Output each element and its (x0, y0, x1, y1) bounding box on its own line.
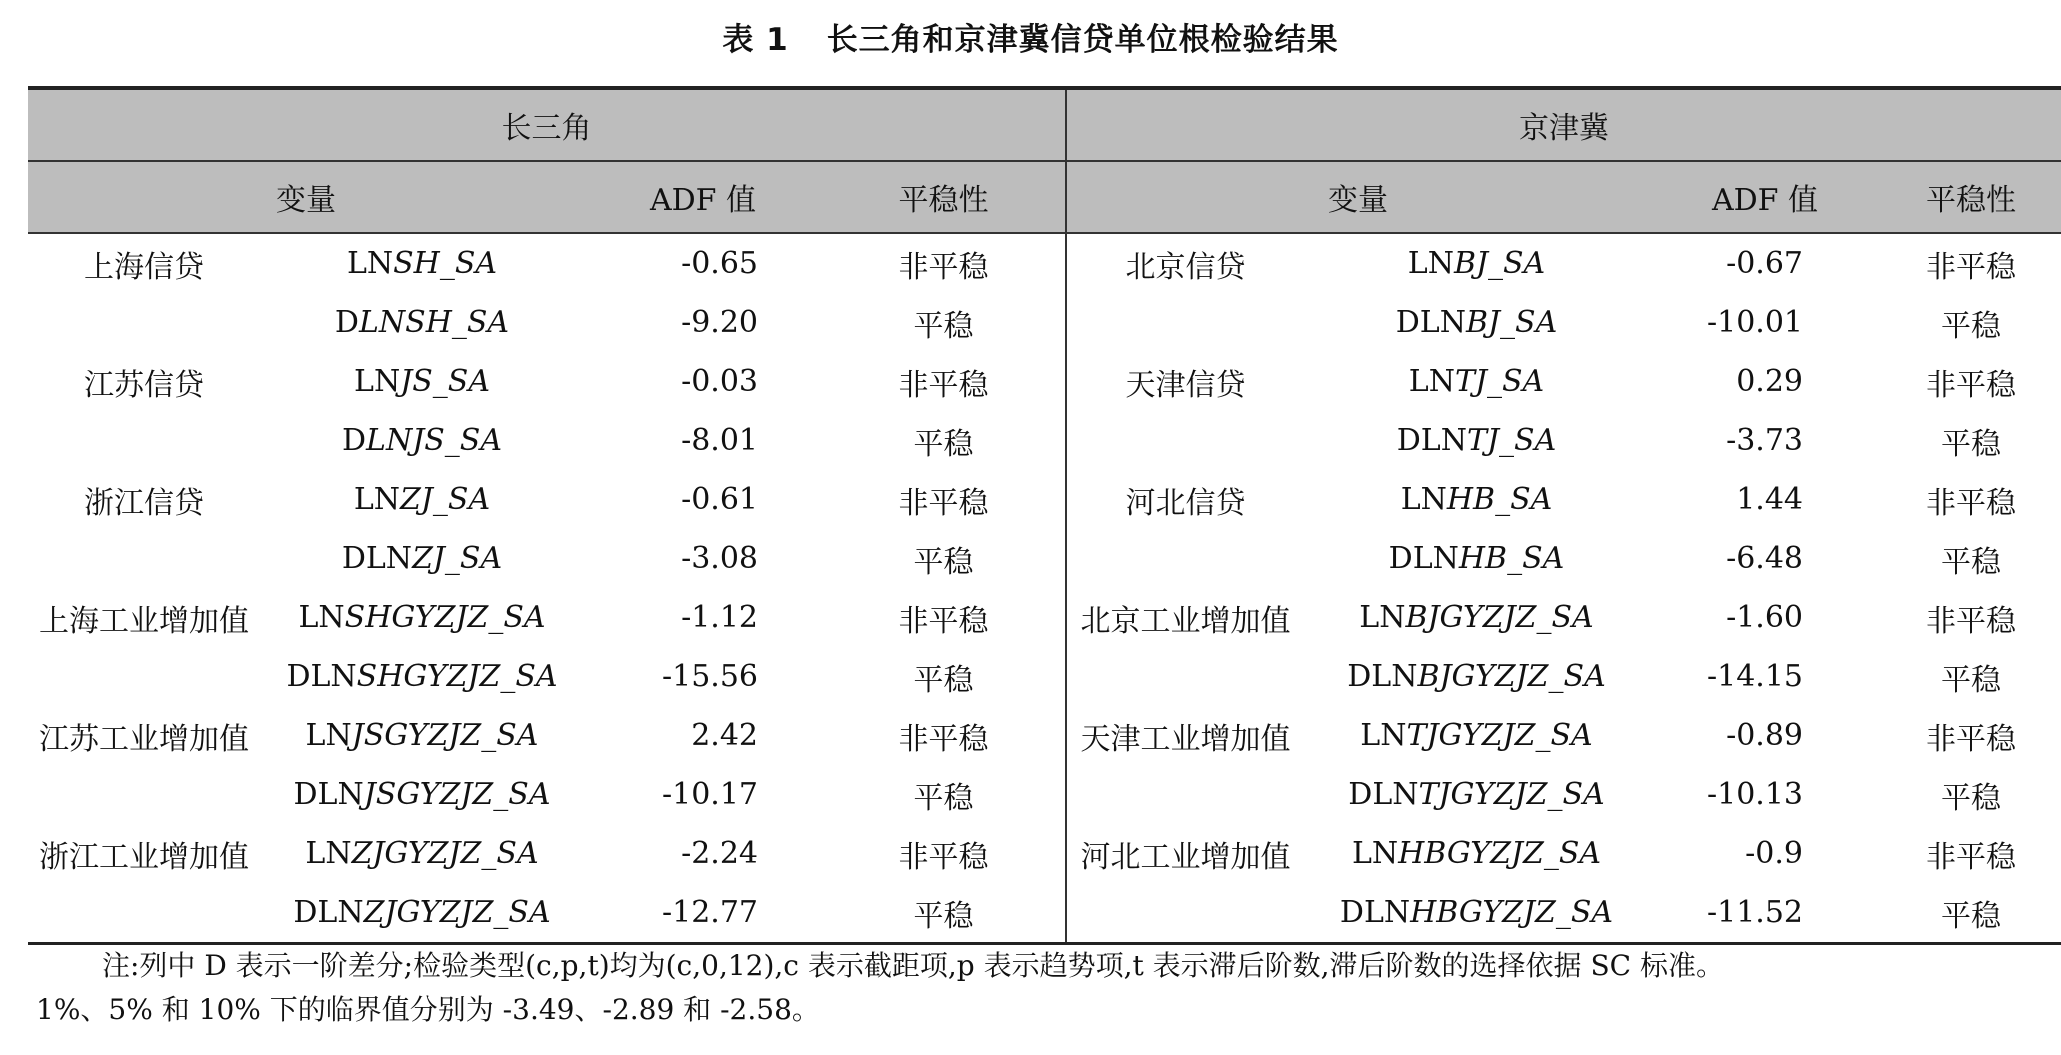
header-variable-left: 变量 (28, 161, 584, 233)
table-row (28, 411, 2061, 470)
variable-suffix: SHGYZJZ_SA (344, 600, 546, 635)
right-stationarity: 非平稳 (1926, 839, 2016, 875)
table-title (0, 14, 2061, 59)
left-stationarity: 非平稳 (822, 352, 1066, 411)
left-stationarity: 平稳 (822, 411, 1066, 470)
variable-prefix: DLN (1347, 659, 1418, 694)
right-adf-value: -11.52 (1649, 883, 1881, 944)
header-variable-right: 变量 (1066, 161, 1649, 233)
left-variable-code (260, 352, 584, 411)
right-variable-code (1304, 233, 1649, 293)
left-adf-value: -9.20 (681, 305, 758, 340)
variable-prefix: LN (354, 364, 401, 399)
left-series-name: 江苏工业增加值 (39, 721, 249, 757)
table-row (28, 293, 2061, 352)
left-adf-value: -15.56 (661, 659, 758, 694)
right-adf-value: 0.29 (1736, 364, 1803, 399)
variable-prefix: LN (353, 482, 401, 517)
variable-prefix: LN (1360, 718, 1407, 753)
right-stationarity: 平稳 (1941, 544, 2001, 580)
table-row (28, 647, 2061, 706)
variable-suffix: JS_SA (400, 364, 490, 399)
left-variable-code (260, 293, 584, 352)
variable-prefix: DLN (341, 541, 413, 576)
variable-prefix: DLN (1396, 423, 1467, 458)
left-variable-code (260, 588, 584, 647)
left-adf-value: -0.65 (681, 246, 758, 281)
left-stationarity: 平稳 (822, 293, 1066, 352)
left-stationarity: 非平稳 (822, 588, 1066, 647)
variable-suffix: LNSH_SA (358, 305, 510, 340)
left-series-name (28, 765, 260, 824)
variable-suffix: JSGYZJZ_SA (363, 777, 551, 812)
right-adf-value: -0.67 (1726, 246, 1803, 281)
left-adf-value: -10.17 (661, 777, 758, 812)
left-variable-code (260, 765, 584, 824)
right-adf-value: -10.13 (1706, 777, 1803, 812)
variable-suffix: ZJ_SA (412, 541, 503, 576)
left-series-name (28, 647, 260, 706)
right-adf-value: -0.9 (1745, 836, 1803, 871)
variable-suffix: TJGYZJZ_SA (1406, 718, 1593, 753)
variable-suffix: TJGYZJZ_SA (1418, 777, 1605, 812)
left-series-name: 上海工业增加值 (39, 603, 249, 639)
variable-prefix: DLN (1339, 895, 1411, 930)
left-stationarity: 非平稳 (822, 824, 1066, 883)
left-series-name (28, 883, 260, 944)
table-row (28, 883, 2061, 944)
right-series-name: 天津工业增加值 (1080, 721, 1291, 757)
right-variable-code (1304, 883, 1649, 944)
left-series-name: 浙江信贷 (84, 485, 204, 521)
left-series-name: 上海信贷 (84, 249, 204, 285)
variable-suffix: TJ_SA (1454, 364, 1545, 399)
right-variable-code (1304, 352, 1649, 411)
left-stationarity: 非平稳 (822, 470, 1066, 529)
right-series-name: 河北信贷 (1125, 485, 1246, 521)
left-series-name: 江苏信贷 (84, 367, 204, 403)
variable-prefix: DLN (1348, 777, 1419, 812)
right-stationarity: 平稳 (1941, 780, 2001, 816)
left-stationarity: 非平稳 (822, 233, 1066, 293)
left-adf-value: -3.08 (681, 541, 758, 576)
variable-prefix: LN (305, 718, 352, 753)
table-row (28, 352, 2061, 411)
table-body (28, 233, 2061, 944)
right-stationarity: 平稳 (1941, 308, 2001, 344)
variable-prefix: D (341, 423, 367, 458)
left-variable-code (260, 233, 584, 293)
variable-prefix: LN (1351, 836, 1399, 871)
table-note (36, 944, 2036, 1032)
variable-prefix: LN (346, 246, 394, 281)
variable-suffix: HBGYZJZ_SA (1410, 895, 1614, 930)
left-variable-code (260, 647, 584, 706)
right-variable-code (1304, 824, 1649, 883)
variable-suffix: LNJS_SA (366, 423, 503, 458)
table-row (28, 529, 2061, 588)
right-series-name (1066, 529, 1304, 588)
variable-prefix: LN (305, 836, 352, 871)
right-stationarity: 非平稳 (1926, 485, 2016, 521)
right-variable-code (1304, 529, 1649, 588)
right-adf-value: -0.89 (1726, 718, 1803, 753)
variable-prefix: D (334, 305, 359, 340)
left-series-name (28, 529, 260, 588)
right-stationarity: 平稳 (1941, 662, 2001, 698)
right-variable-code (1304, 647, 1649, 706)
right-series-name (1066, 293, 1304, 352)
right-stationarity: 非平稳 (1926, 603, 2016, 639)
variable-prefix: LN (298, 600, 345, 635)
left-series-name (28, 293, 260, 352)
variable-prefix: LN (1400, 482, 1447, 517)
header-stationarity-right: 平稳性 (1881, 161, 2061, 233)
right-adf-value: 1.44 (1736, 482, 1803, 517)
right-stationarity: 非平稳 (1926, 721, 2016, 757)
variable-suffix: HB_SA (1446, 482, 1553, 517)
left-stationarity: 平稳 (822, 647, 1066, 706)
right-series-name (1066, 411, 1304, 470)
right-series-name: 北京工业增加值 (1080, 603, 1291, 639)
left-series-name (28, 411, 260, 470)
header-region-left: 长三角 (28, 88, 1066, 161)
variable-suffix: SH_SA (393, 246, 498, 281)
header-stationarity-left: 平稳性 (822, 161, 1066, 233)
variable-suffix: ZJGYZJZ_SA (363, 895, 551, 930)
left-adf-value: -1.12 (681, 600, 758, 635)
left-variable-code (260, 411, 584, 470)
right-series-name: 北京信贷 (1125, 249, 1246, 285)
variable-suffix: JSGYZJZ_SA (351, 718, 539, 753)
right-variable-code (1304, 293, 1649, 352)
variable-suffix: ZJGYZJZ_SA (351, 836, 539, 871)
variable-suffix: BJ_SA (1453, 246, 1546, 281)
unit-root-table (28, 86, 2061, 945)
variable-prefix: DLN (293, 777, 364, 812)
left-variable-code (260, 883, 584, 944)
variable-prefix: LN (1359, 600, 1406, 635)
variable-prefix: LN (1408, 364, 1455, 399)
right-series-name: 河北工业增加值 (1080, 839, 1291, 875)
variable-prefix: DLN (1388, 541, 1459, 576)
left-adf-value: -8.01 (681, 423, 758, 458)
variable-prefix: DLN (286, 659, 357, 694)
left-variable-code (260, 470, 584, 529)
variable-suffix: HB_SA (1458, 541, 1565, 576)
table-row (28, 233, 2061, 293)
table-row (28, 824, 2061, 883)
right-stationarity: 非平稳 (1926, 367, 2016, 403)
table-row (28, 588, 2061, 647)
right-series-name (1066, 765, 1304, 824)
variable-suffix: HBGYZJZ_SA (1398, 836, 1602, 871)
left-variable-code (260, 706, 584, 765)
left-stationarity: 非平稳 (822, 706, 1066, 765)
right-variable-code (1304, 411, 1649, 470)
left-variable-code (260, 529, 584, 588)
header-region-right: 京津冀 (1066, 88, 2061, 161)
left-adf-value: -2.24 (681, 836, 758, 871)
left-adf-value: 2.42 (691, 718, 758, 753)
right-series-name: 天津信贷 (1125, 367, 1246, 403)
variable-suffix: BJ_SA (1465, 305, 1558, 340)
left-series-name: 浙江工业增加值 (39, 839, 249, 875)
header-adf-right: ADF 值 (1649, 161, 1881, 233)
left-stationarity: 平稳 (822, 883, 1066, 944)
header-adf-left: ADF 值 (584, 161, 822, 233)
left-adf-value: -0.03 (681, 364, 758, 399)
right-variable-code (1304, 470, 1649, 529)
table-number: 表 1 (722, 22, 789, 58)
note-line-1: 注:列中 D 表示一阶差分;检验类型(c,p,t)均为(c,0,12),c 表示截距项,p 表示趋势项,t 表示滞后阶数,滞后阶数的选择依据 SC 标准。 (102, 949, 1724, 982)
right-stationarity: 平稳 (1941, 426, 2001, 462)
variable-prefix: LN (1407, 246, 1454, 281)
right-series-name (1066, 647, 1304, 706)
left-variable-code (260, 824, 584, 883)
variable-suffix: BJGYZJZ_SA (1417, 659, 1606, 694)
variable-suffix: SHGYZJZ_SA (356, 659, 558, 694)
left-adf-value: -12.77 (584, 883, 822, 944)
variable-suffix: TJ_SA (1466, 423, 1557, 458)
right-adf-value: -3.73 (1726, 423, 1803, 458)
table-row (28, 470, 2061, 529)
right-variable-code (1304, 588, 1649, 647)
right-adf-value: -1.60 (1726, 600, 1803, 635)
variable-suffix: BJGYZJZ_SA (1405, 600, 1594, 635)
left-stationarity: 平稳 (822, 765, 1066, 824)
variable-prefix: DLN (293, 895, 364, 930)
right-adf-value: -14.15 (1706, 659, 1803, 694)
right-series-name (1066, 883, 1304, 944)
left-stationarity: 平稳 (822, 529, 1066, 588)
right-stationarity: 非平稳 (1926, 249, 2016, 285)
table-title-text: 长三角和京津冀信贷单位根检验结果 (826, 22, 1339, 58)
note-line-2: 1%、5% 和 10% 下的临界值分别为 -3.49、-2.89 和 -2.58。 (36, 993, 820, 1026)
variable-prefix: DLN (1395, 305, 1466, 340)
variable-suffix: ZJ_SA (400, 482, 491, 517)
table-row (28, 765, 2061, 824)
right-adf-value: -6.48 (1726, 541, 1803, 576)
right-variable-code (1304, 765, 1649, 824)
table-row (28, 706, 2061, 765)
right-variable-code (1304, 706, 1649, 765)
right-stationarity: 平稳 (1881, 883, 2061, 944)
left-adf-value: -0.61 (681, 482, 758, 517)
right-adf-value: -10.01 (1706, 305, 1803, 340)
